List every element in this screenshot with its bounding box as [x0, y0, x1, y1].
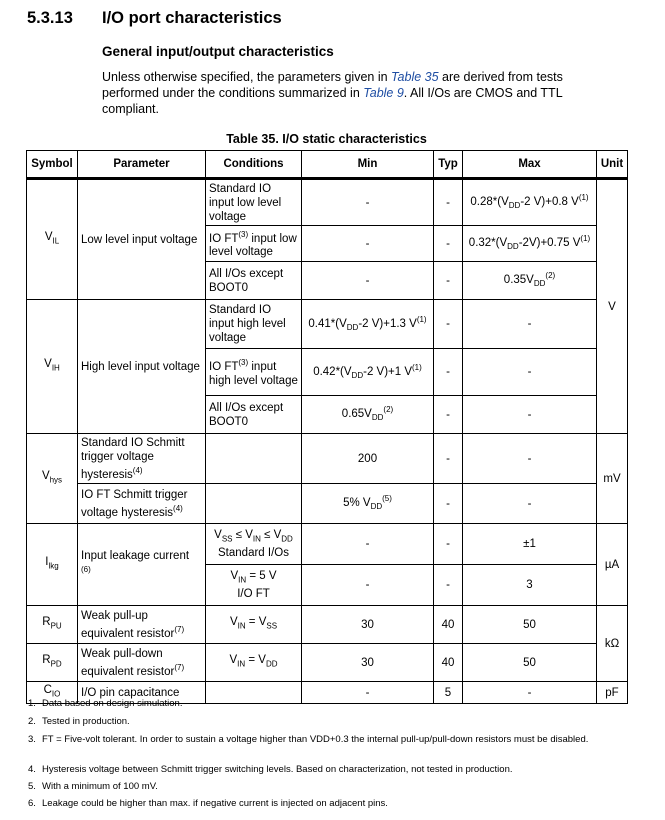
- table-cell: High level input voltage: [78, 300, 206, 434]
- text: V: [44, 358, 52, 371]
- text: C: [43, 684, 52, 697]
- text: (2): [383, 405, 394, 415]
- text: 0.65V: [341, 408, 372, 421]
- table-cell: -: [463, 682, 597, 704]
- text: (6): [81, 564, 91, 574]
- footnote: [28, 716, 628, 728]
- section-heading: [27, 9, 282, 28]
- text: IO FT: [209, 232, 239, 245]
- text: V: [229, 616, 238, 629]
- table-cell: [27, 524, 78, 606]
- text: DD: [507, 242, 519, 252]
- footnote: [28, 798, 628, 810]
- table-cell: [78, 524, 206, 606]
- text: DD: [351, 371, 364, 381]
- text: DD: [371, 413, 384, 423]
- text: Leakage could be higher than max. if negative current is injected on adjacent pins.: [42, 798, 388, 809]
- text: input low level voltage: [209, 232, 297, 259]
- text: Unless otherwise specified, the parameters given in: [102, 70, 392, 84]
- table-cell: 50: [463, 606, 597, 644]
- table-cell: -: [434, 226, 463, 262]
- text: FT = Five-volt tolerant. In order to sustain a voltage higher than VDD+0.3 the internal pull-up/pull-down resistors must be disabled.: [42, 734, 589, 745]
- text: DD: [370, 502, 383, 512]
- text: PD: [50, 659, 62, 669]
- text: Data based on design simulation.: [42, 698, 183, 709]
- table-cell: [206, 606, 302, 644]
- table-cell: -: [434, 484, 463, 524]
- table-9-link[interactable]: Table 9: [363, 86, 404, 100]
- text: (7): [174, 662, 185, 672]
- text: R: [42, 654, 51, 667]
- text: ≤ V: [260, 528, 282, 541]
- table-cell: pF: [597, 682, 628, 704]
- column-header: Min: [302, 151, 434, 179]
- table-cell: -: [434, 262, 463, 300]
- text: (3): [238, 358, 249, 368]
- table-cell: -: [463, 434, 597, 484]
- column-header: Unit: [597, 151, 628, 179]
- table-cell: -: [434, 434, 463, 484]
- text: (1): [578, 193, 589, 203]
- table-row: [27, 484, 628, 524]
- table-header-row: [27, 151, 628, 179]
- text: IH: [51, 363, 60, 373]
- table-cell: 40: [434, 606, 463, 644]
- table-cell: [27, 300, 78, 434]
- table-row: [27, 524, 628, 565]
- table-cell: mV: [597, 434, 628, 524]
- text: = V: [245, 616, 267, 629]
- text: 0.42*(V: [313, 365, 352, 378]
- table-cell: [302, 484, 434, 524]
- table-35-link[interactable]: Table 35: [391, 70, 439, 84]
- text: hys: [49, 475, 63, 485]
- text: 5.: [28, 781, 36, 792]
- table-cell: 3: [463, 565, 597, 606]
- text: DD: [281, 534, 293, 544]
- text: input high level voltage: [209, 360, 298, 387]
- text: DD: [533, 279, 546, 289]
- text: DD: [265, 659, 278, 669]
- text: (7): [174, 624, 185, 634]
- table-cell: [463, 262, 597, 300]
- text: -2 V)+1.3 V: [358, 317, 417, 330]
- table-cell: -: [302, 524, 434, 565]
- text: IN: [238, 575, 247, 585]
- table-row: [27, 606, 628, 644]
- column-header: Typ: [434, 151, 463, 179]
- text: (4): [132, 465, 143, 475]
- table-cell: [206, 524, 302, 565]
- subsection-heading: General input/output characteristics: [102, 44, 334, 59]
- text: SS: [266, 621, 278, 631]
- table-cell: -: [434, 524, 463, 565]
- text: DD: [346, 323, 359, 333]
- footnote: [28, 698, 628, 710]
- table-cell: -: [302, 262, 434, 300]
- table-caption: Table 35. I/O static characteristics: [226, 132, 427, 146]
- text: IL: [52, 236, 60, 246]
- table-cell: [302, 349, 434, 396]
- table-cell: 200: [302, 434, 434, 484]
- table-cell: [463, 226, 597, 262]
- table-cell: [78, 644, 206, 682]
- text: (4): [173, 503, 183, 513]
- table-row: [27, 179, 628, 226]
- column-header: Max: [463, 151, 597, 179]
- text: IO: [51, 689, 61, 699]
- text: 4.: [28, 764, 36, 775]
- text: IN: [237, 621, 246, 631]
- table-cell: [206, 644, 302, 682]
- text: I/O port characteristics: [102, 9, 282, 27]
- text: ≤ V: [232, 528, 253, 541]
- table-cell: 30: [302, 606, 434, 644]
- text: Hysteresis voltage between Schmitt trigger switching levels. Based on characterization, not tested in production.: [42, 764, 513, 775]
- text: R: [42, 616, 51, 629]
- table-cell: -: [463, 300, 597, 349]
- table-cell: -: [302, 226, 434, 262]
- table-cell: [206, 226, 302, 262]
- text: I: [45, 556, 49, 569]
- text: IO FT Schmitt trigger voltage hysteresis: [81, 488, 188, 519]
- text: IO FT: [209, 360, 239, 373]
- table-cell: All I/Os except BOOT0: [206, 262, 302, 300]
- table-cell: [206, 484, 302, 524]
- table-cell: -: [434, 565, 463, 606]
- column-header: Conditions: [206, 151, 302, 179]
- table-cell: [78, 434, 206, 484]
- text: 0.35V: [503, 274, 534, 287]
- table-cell: -: [434, 396, 463, 434]
- text: (3): [238, 229, 249, 239]
- table-cell: 5: [434, 682, 463, 704]
- text: lkg: [48, 561, 59, 571]
- table-cell: 30: [302, 644, 434, 682]
- text: (2): [545, 271, 556, 281]
- table-cell: All I/Os except BOOT0: [206, 396, 302, 434]
- table-cell: -: [302, 565, 434, 606]
- table-cell: [302, 396, 434, 434]
- text: IN: [237, 659, 246, 669]
- text: are derived from tests performed under the conditions summarized in: [102, 70, 563, 100]
- text: I/O FT: [237, 588, 270, 601]
- text: = V: [245, 654, 266, 667]
- intro-paragraph: [102, 69, 622, 117]
- table-cell: Standard IO input low level voltage: [206, 179, 302, 226]
- table-cell: ±1: [463, 524, 597, 565]
- table-cell: -: [302, 682, 434, 704]
- text: Weak pull-up equivalent resistor: [81, 609, 175, 640]
- text: (1): [580, 234, 591, 244]
- text: DD: [508, 201, 521, 211]
- column-header: Parameter: [78, 151, 206, 179]
- table-cell: [27, 179, 78, 300]
- table-cell: µA: [597, 524, 628, 606]
- table-cell: -: [434, 179, 463, 226]
- text: V: [44, 231, 53, 244]
- table-cell: [27, 644, 78, 682]
- text: V: [214, 528, 222, 541]
- text: V: [230, 569, 239, 582]
- table-cell: -: [463, 396, 597, 434]
- table-cell: [463, 179, 597, 226]
- table-cell: -: [463, 484, 597, 524]
- text: Weak pull-down equivalent resistor: [81, 647, 175, 678]
- table-row: [27, 300, 628, 349]
- table-cell: [27, 606, 78, 644]
- text: 0.41*(V: [308, 317, 347, 330]
- table-cell: kΩ: [597, 606, 628, 682]
- table-cell: 50: [463, 644, 597, 682]
- table-cell: [78, 484, 206, 524]
- table-cell: 40: [434, 644, 463, 682]
- table-cell: [206, 434, 302, 484]
- text: . All I/Os are CMOS and TTL compliant.: [102, 86, 563, 116]
- text: (5): [382, 494, 392, 504]
- text: -2 V)+1 V: [363, 365, 413, 378]
- text: SS: [221, 534, 233, 544]
- text: V: [41, 470, 50, 483]
- text: PU: [50, 621, 62, 631]
- text: With a minimum of 100 mV.: [42, 781, 158, 792]
- footnote: [28, 764, 628, 776]
- table-cell: [302, 300, 434, 349]
- text: 3.: [28, 734, 36, 745]
- text: 5% V: [343, 497, 371, 510]
- text: 0.32*(V: [468, 237, 508, 250]
- table-row: [27, 644, 628, 682]
- footnote: [28, 781, 628, 793]
- table-cell: [206, 349, 302, 396]
- text: 0.28*(V: [470, 196, 509, 209]
- text: -2 V)+0.8 V: [520, 196, 579, 209]
- table-cell: [27, 434, 78, 524]
- text: V: [229, 654, 238, 667]
- table-row: [27, 434, 628, 484]
- text: (1): [416, 314, 427, 324]
- column-header: Symbol: [27, 151, 78, 179]
- text: Input leakage current: [81, 549, 190, 562]
- table-cell: [206, 565, 302, 606]
- footnote: [28, 734, 628, 746]
- text: -2V)+0.75 V: [518, 237, 581, 250]
- table-cell: Standard IO input high level voltage: [206, 300, 302, 349]
- text: 2.: [28, 716, 36, 727]
- text: 1.: [28, 698, 36, 709]
- table-cell: I/O pin capacitance: [78, 682, 206, 704]
- text: Standard I/Os: [218, 547, 289, 560]
- text: IN: [252, 534, 261, 544]
- text: = 5 V: [246, 569, 277, 582]
- text: 6.: [28, 798, 36, 809]
- text: Standard IO Schmitt trigger voltage hysteresis: [81, 436, 185, 481]
- text: (1): [412, 362, 422, 372]
- table-cell: [78, 606, 206, 644]
- text: Tested in production.: [42, 716, 130, 727]
- table-cell: -: [463, 349, 597, 396]
- table-cell: -: [302, 179, 434, 226]
- table-cell: V: [597, 179, 628, 434]
- io-static-characteristics-table: [26, 150, 628, 704]
- table-cell: -: [434, 349, 463, 396]
- text: 5.3.13: [27, 9, 73, 27]
- table-cell: -: [434, 300, 463, 349]
- table-cell: Low level input voltage: [78, 179, 206, 300]
